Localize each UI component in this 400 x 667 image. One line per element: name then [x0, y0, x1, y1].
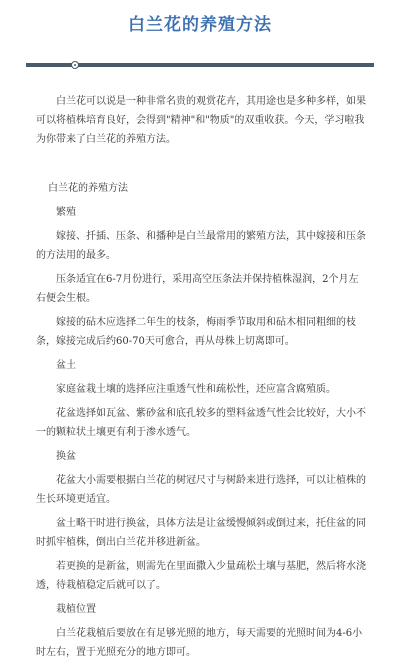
- article-body: [36, 92, 368, 667]
- paragraph: 压条适宜在6-7月份进行，采用高空压条法并保持植株湿润，2个月左右便会生根。: [36, 274, 359, 304]
- paragraph: 嫁接的砧木应选择二年生的枝条，梅雨季节取用和砧木相同粗细的枝条，嫁接完成后约60-70天可愈合，再从母株上切离即可。: [36, 317, 356, 347]
- heading-soil: 盆土: [56, 360, 76, 371]
- section-title: 白兰花的养殖方法: [48, 183, 128, 194]
- paragraph: 若更换的是新盆，则需先在里面撒入少量疏松土壤与基肥，然后将水浇透，待栽植稳定后就可以了。: [36, 561, 366, 591]
- paragraph: 盆土略干时进行换盆，具体方法是让盆缓慢倾斜或倒过来，托住盆的同时抓牢植株，倒出白兰花并移进新盆。: [36, 518, 366, 548]
- paragraph: 家庭盆栽土壤的选择应注重透气性和疏松性，还应富含腐殖质。: [56, 384, 336, 395]
- heading-propagation: 繁殖: [56, 207, 76, 218]
- divider-dot-icon: [71, 61, 79, 69]
- paragraph: 花盆大小需要根据白兰花的树冠尺寸与树龄来进行选择，可以让植株的生长环境更适宜。: [36, 475, 366, 505]
- paragraph: 嫁接、扦插、压条、和播种是白兰最常用的繁殖方法，其中嫁接和压条的方法用的最多。: [36, 231, 366, 261]
- article-title: 白兰花的养殖方法: [128, 15, 272, 35]
- intro-paragraph: 白兰花可以说是一种非常名贵的观赏花卉，其用途也是多种多样，如果可以将植株培育良好，会得到"精神"和"物质"的双重收获。今天，学习啦我为你带来了白兰花的养殖方法。: [36, 96, 366, 145]
- paragraph: 白兰花栽植后要放在有足够光照的地方，每天需要的光照时间为4-6小时左右，置于光照充分的地方即可。: [36, 628, 363, 658]
- heading-placement: 栽植位置: [56, 604, 96, 615]
- heading-repot: 换盆: [56, 451, 76, 462]
- paragraph: 花盆选择如瓦盆、紫砂盆和底孔较多的塑料盆透气性会比较好，大小不一的颗粒状土壤更有利于渗水透气。: [36, 408, 366, 438]
